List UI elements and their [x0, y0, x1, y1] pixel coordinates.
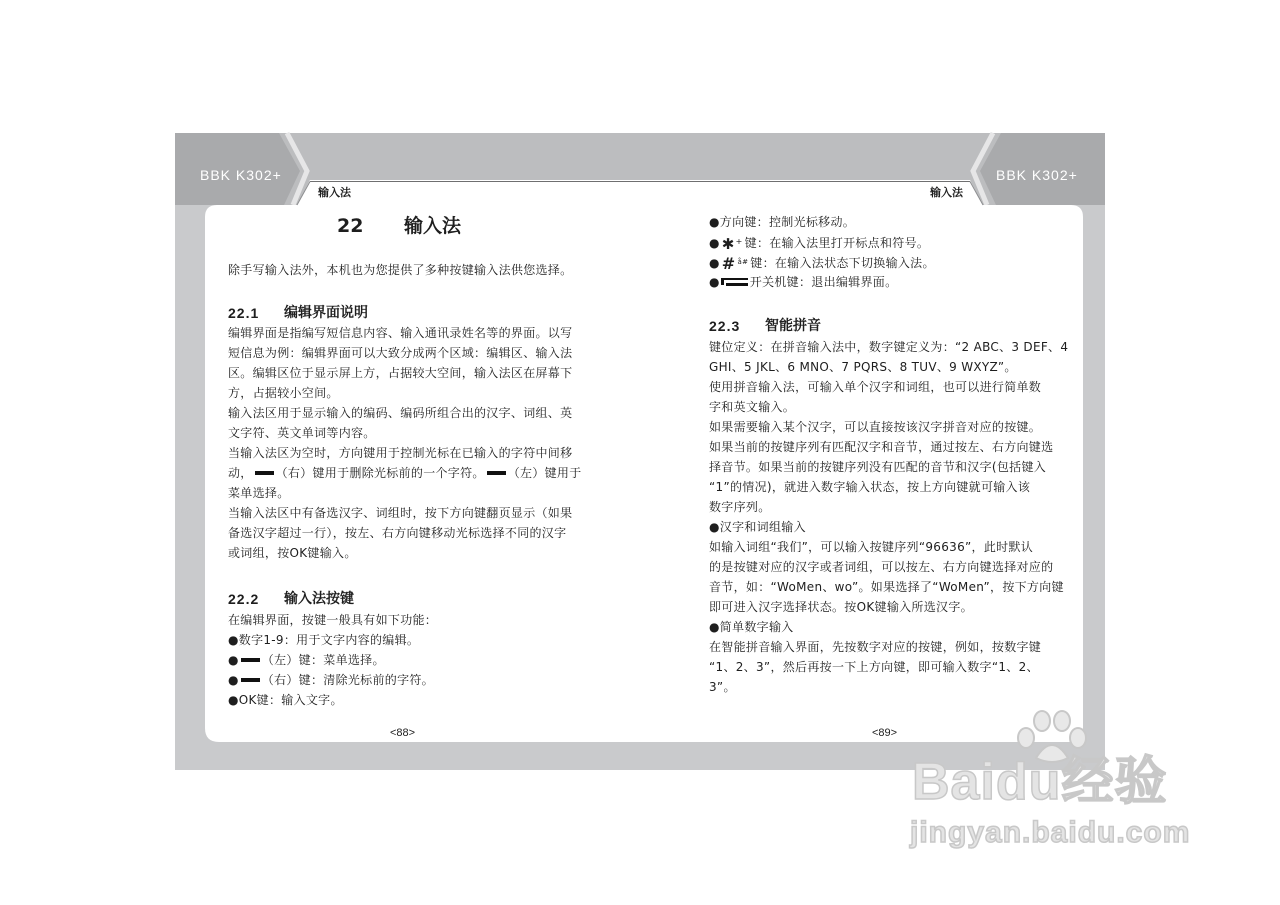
power-key-icon: [721, 278, 748, 285]
text-segment: ●: [709, 236, 720, 250]
text-line: 输入法区用于显示输入的编码、编码所组合出的汉字、词组、英: [228, 406, 573, 420]
text-line: [228, 670, 437, 690]
section-label-right: 输入法: [930, 186, 963, 199]
key-function-list: [709, 212, 935, 292]
text-line: 如果当前的按键序列有匹配汉字和音节，通过按左、右方向键选: [709, 440, 1054, 454]
section-body-edit-screen: [228, 323, 582, 563]
brand-label-left: BBK K302+: [200, 167, 282, 183]
section-number-22-2: 22.2: [228, 591, 260, 607]
text-line: [228, 650, 437, 670]
text-line: 编辑界面是指编写短信息内容、输入通讯录姓名等的界面。以写: [228, 326, 573, 340]
text-line: 即可进入汉字选择状态。按OK键输入所选汉字。: [709, 600, 973, 614]
text-line: 除手写输入法外，本机也为您提供了多种按键输入法供您选择。: [228, 263, 573, 277]
text-line: 短信息为例：编辑界面可以大致分成两个区域：编辑区、输入法: [228, 346, 573, 360]
softkey-bar-icon: [241, 658, 260, 662]
text-line: 字和英文输入。: [709, 400, 796, 414]
text-line: ●数字1-9：用于文字内容的编辑。: [228, 633, 420, 647]
intro-paragraph: [228, 260, 572, 280]
watermark-brand: Baidu经验: [912, 753, 1168, 811]
brand-label-right: BBK K302+: [996, 167, 1078, 183]
text-segment: （右）键：清除光标前的字符。: [261, 673, 434, 687]
softkey-bar-icon: [255, 471, 274, 475]
softkey-bar-icon: [487, 471, 506, 475]
text-line: GHI、5 JKL、6 MNO、7 PQRS、8 TUV、9 WXYZ”。: [709, 360, 1017, 374]
text-line: [228, 463, 582, 483]
text-line: 键位定义：在拼音输入法中，数字键定义为：“2 ABC、3 DEF、4: [709, 340, 1069, 354]
text-line: 数字序列。: [709, 500, 771, 514]
text-line: “1、2、3”，然后再按一下上方向键，即可输入数字“1、2、: [709, 660, 1039, 674]
text-line: ●OK键：输入文字。: [228, 693, 343, 707]
text-line: 文字符、英文单词等内容。: [228, 426, 376, 440]
watermark-url: jingyan.baidu.com: [910, 816, 1191, 849]
text-segment: ●: [709, 275, 720, 289]
section-number-22-1: 22.1: [228, 305, 260, 321]
text-segment: （左）键：菜单选择。: [261, 653, 385, 667]
section-title-smart-pinyin: 智能拼音: [765, 318, 821, 334]
text-segment: 键：在输入法状态下切换输入法。: [750, 256, 935, 270]
text-line: 3”。: [709, 680, 736, 694]
text-line: 方，占据较小空间。: [228, 386, 339, 400]
text-line: 在编辑界面，按键一般具有如下功能：: [228, 613, 438, 627]
text-line: ●方向键：控制光标移动。: [709, 215, 856, 229]
text-line: 备选汉字超过一行），按左、右方向键移动光标选择不同的汉字: [228, 526, 567, 540]
text-line: 的是按键对应的汉字或者词组，可以按左、右方向键选择对应的: [709, 560, 1054, 574]
section-body-input-keys: [228, 610, 437, 710]
text-segment: （右）键用于删除光标前的一个字符。: [275, 466, 485, 480]
text-segment: 键：在输入法里打开标点和符号。: [744, 236, 930, 250]
page-number-left: <88>: [390, 727, 416, 739]
section-label-left: 输入法: [318, 186, 351, 199]
text-line: 在智能拼音输入界面，先按数字对应的按键，例如，按数字键: [709, 640, 1042, 654]
text-line: [709, 232, 935, 252]
text-line: “1”的情况)，就进入数字输入状态，按上方向键就可输入该: [709, 480, 1031, 494]
text-line: ●汉字和词组输入: [709, 520, 806, 534]
section-title-edit-screen: 编辑界面说明: [284, 305, 368, 321]
text-line: 当输入法区为空时，方向键用于控制光标在已输入的字符中间移: [228, 446, 573, 460]
chapter-number: 22: [337, 215, 364, 237]
section-body-smart-pinyin: [709, 337, 1068, 697]
section-number-22-3: 22.3: [709, 318, 741, 334]
text-line: 如果需要输入某个汉字，可以直接按该汉字拼音对应的按键。: [709, 420, 1042, 434]
text-line: 择音节。如果当前的按键序列没有匹配的音节和汉字(包括键入: [709, 460, 1047, 474]
text-segment: ●: [709, 256, 720, 270]
text-line: 菜单选择。: [228, 486, 290, 500]
text-line: 音节，如：“WoMen、wo”。如果选择了“WoMen”，按下方向键: [709, 580, 1064, 594]
text-segment: （左）键用于: [507, 466, 582, 480]
softkey-bar-icon: [241, 678, 260, 682]
text-line: 使用拼音输入法，可输入单个汉字和词组，也可以进行简单数: [709, 380, 1042, 394]
text-line: [709, 252, 935, 272]
page-number-right: <89>: [872, 727, 898, 739]
text-segment: 开关机键：退出编辑界面。: [749, 275, 898, 289]
text-segment: ●: [228, 653, 239, 667]
text-segment: 动，: [228, 466, 253, 480]
section-title-input-keys: 输入法按键: [284, 591, 354, 607]
text-line: 区。编辑区位于显示屏上方，占据较大空间，输入法区在屏幕下: [228, 366, 573, 380]
text-line: [709, 272, 935, 292]
text-line: 或词组，按OK键输入。: [228, 546, 357, 560]
chapter-title: 输入法: [404, 215, 462, 237]
text-line: 如输入词组“我们”，可以输入按键序列“96636”，此时默认: [709, 540, 1034, 554]
text-line: ●简单数字输入: [709, 620, 794, 634]
text-segment: ●: [228, 673, 239, 687]
text-line: 当输入法区中有备选汉字、词组时，按下方向键翻页显示（如果: [228, 506, 573, 520]
